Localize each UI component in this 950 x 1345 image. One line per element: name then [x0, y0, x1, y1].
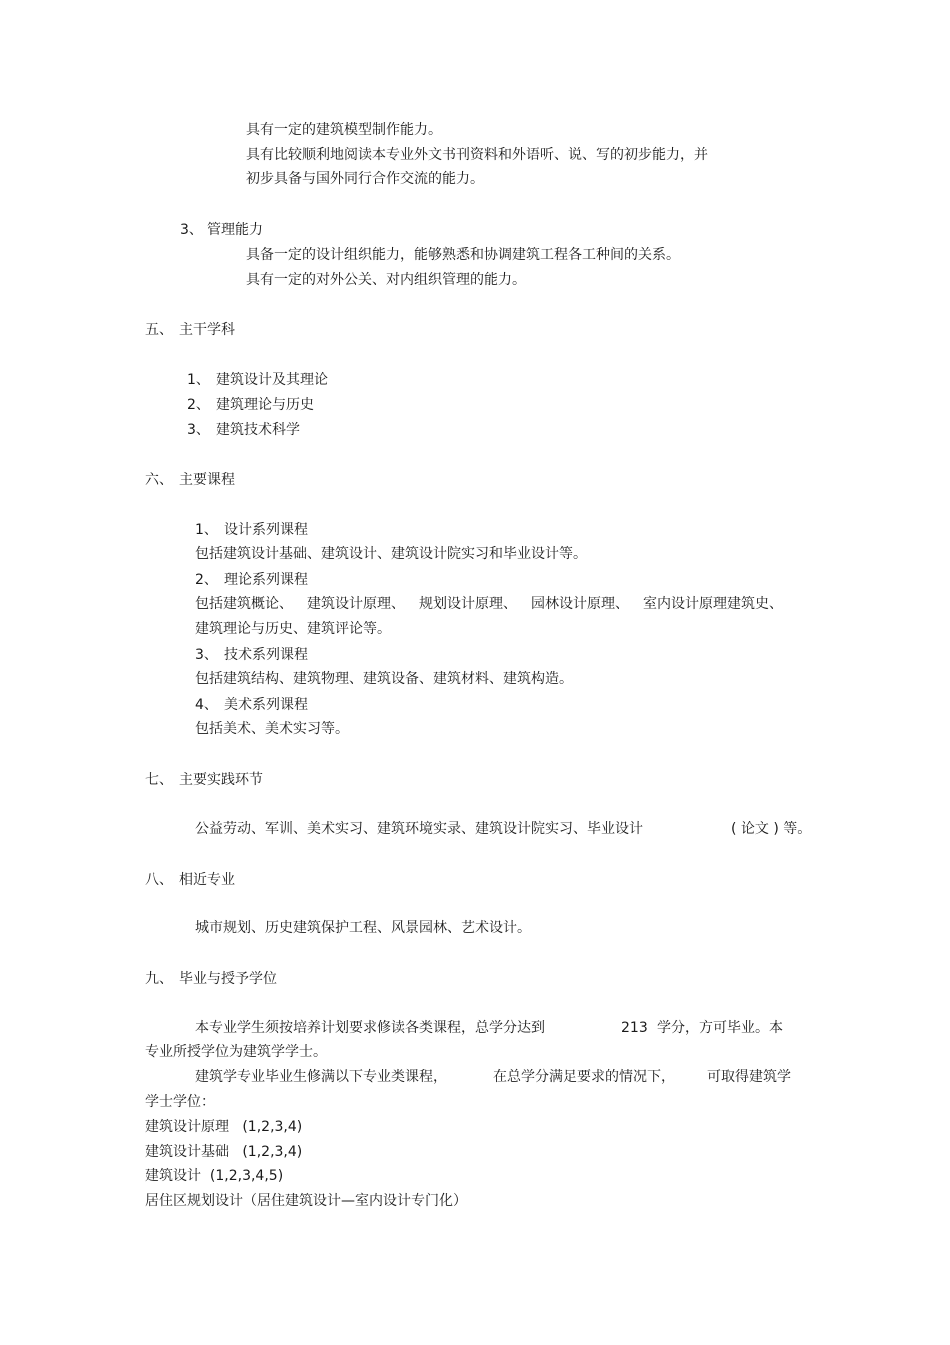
required-course-1: 建筑设计原理 (1,2,3,4) — [145, 1119, 303, 1135]
section-6-title: 主要课程 — [179, 472, 235, 488]
course-series-1-desc: 包括建筑设计基础、建筑设计、建筑设计院实习和毕业设计等。 — [195, 546, 587, 562]
management-line-2: 具有一定的对外公关、对内组织管理的能力。 — [246, 272, 526, 288]
degree-paragraph-1c: 专业所授学位为建筑学学士。 — [145, 1044, 327, 1060]
course-series-2-desc-line-2: 建筑理论与历史、建筑评论等。 — [195, 621, 391, 637]
degree-paragraph-2a: 建筑学专业毕业生修满以下专业类课程， — [195, 1069, 447, 1085]
course-series-1-title: 1、 设计系列课程 — [195, 522, 308, 538]
section-8-title: 相近专业 — [179, 872, 235, 888]
ability-line-3: 初步具备与国外同行合作交流的能力。 — [246, 171, 484, 187]
section-7-number: 七、 — [145, 772, 173, 788]
course-series-3-desc: 包括建筑结构、建筑物理、建筑设备、建筑材料、建筑构造。 — [195, 671, 573, 687]
section-9-title: 毕业与授予学位 — [179, 971, 277, 987]
section-9-heading — [145, 970, 277, 988]
ability-line-1: 具有一定的建筑模型制作能力。 — [246, 122, 442, 138]
section-5-heading — [145, 321, 235, 339]
section-6-heading — [145, 471, 235, 489]
course-series-2-desc-line-1: 包括建筑概论、 建筑设计原理、 规划设计原理、 园林设计原理、 室内设计原理建筑史、 — [195, 596, 783, 612]
degree-paragraph-1a: 本专业学生须按培养计划要求修读各类课程，总学分达到 — [195, 1020, 545, 1036]
course-series-3-title: 3、 技术系列课程 — [195, 647, 308, 663]
required-course-3: 建筑设计 (1,2,3,4,5) — [145, 1168, 284, 1184]
section-5-number: 五、 — [145, 322, 173, 338]
total-credits: 213 — [621, 1020, 648, 1036]
discipline-item-3: 3、 建筑技术科学 — [187, 422, 300, 438]
course-series-2-title: 2、 理论系列课程 — [195, 572, 308, 588]
discipline-item-2: 2、 建筑理论与历史 — [187, 397, 314, 413]
section-8-number: 八、 — [145, 872, 173, 888]
degree-paragraph-2c: 可取得建筑学 — [707, 1069, 791, 1085]
management-title: 管理能力 — [207, 222, 263, 238]
ability-line-2: 具有比较顺利地阅读本专业外文书刊资料和外语听、说、写的初步能力，并 — [246, 147, 708, 163]
degree-paragraph-2b: 在总学分满足要求的情况下， — [493, 1069, 675, 1085]
required-course-2: 建筑设计基础 (1,2,3,4) — [145, 1144, 303, 1160]
section-9-number: 九、 — [145, 971, 173, 987]
degree-paragraph-2d: 学士学位： — [145, 1094, 215, 1110]
section-5-title: 主干学科 — [179, 322, 235, 338]
related-majors-text: 城市规划、历史建筑保护工程、风景园林、艺术设计。 — [195, 920, 531, 936]
discipline-item-1: 1、 建筑设计及其理论 — [187, 372, 328, 388]
practice-text: 公益劳动、军训、美术实习、建筑环境实录、建筑设计院实习、毕业设计 — [195, 821, 643, 837]
section-6-number: 六、 — [145, 472, 173, 488]
course-series-4-desc: 包括美术、美术实习等。 — [195, 721, 349, 737]
section-8-heading — [145, 871, 235, 889]
management-heading — [180, 221, 263, 239]
management-number: 3、 — [180, 222, 203, 238]
section-7-title: 主要实践环节 — [179, 772, 263, 788]
management-line-1: 具备一定的设计组织能力，能够熟悉和协调建筑工程各工种间的关系。 — [246, 247, 680, 263]
course-series-4-title: 4、 美术系列课程 — [195, 697, 308, 713]
practice-tail: ( 论文 ) 等。 — [731, 821, 812, 837]
degree-paragraph-1b: 学分，方可毕业。本 — [657, 1020, 783, 1036]
section-7-heading — [145, 771, 263, 789]
required-course-4: 居住区规划设计（居住建筑设计—室内设计专门化） — [145, 1193, 467, 1209]
